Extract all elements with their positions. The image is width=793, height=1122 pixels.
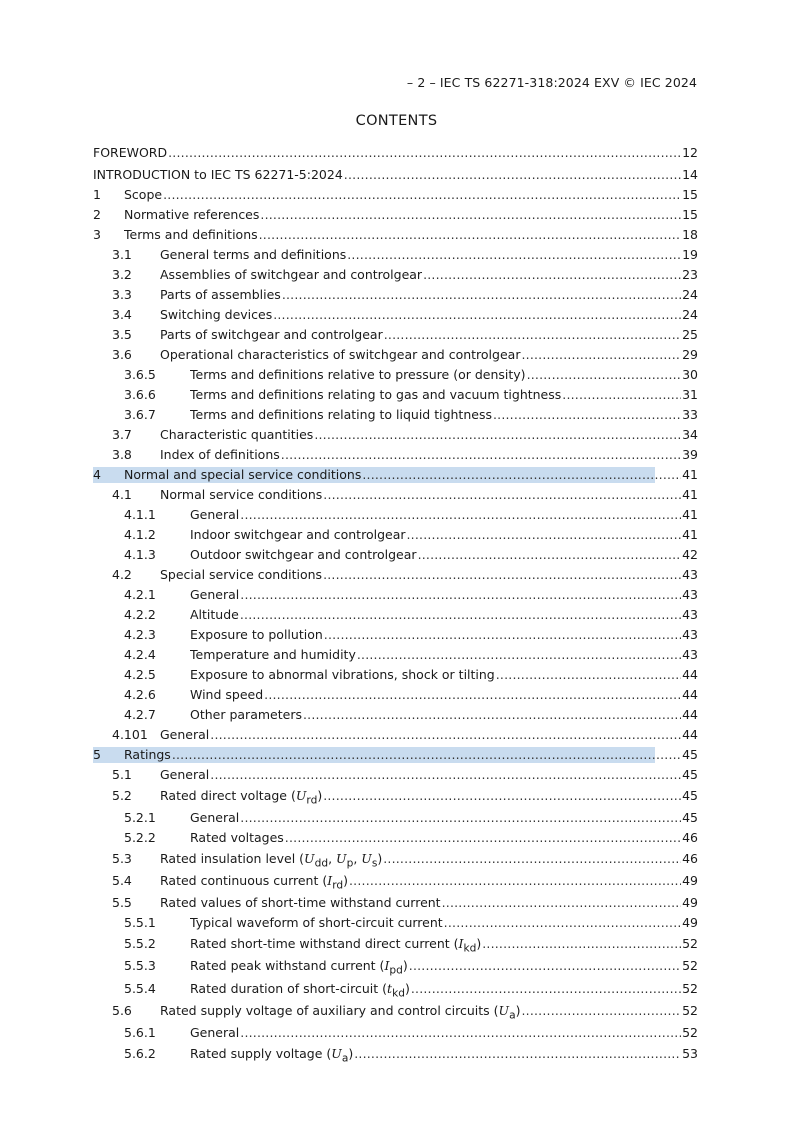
toc-entry-number: 3.4	[112, 307, 132, 322]
toc-entry-number: 3.5	[112, 327, 132, 342]
toc-entry-number: 4.2.1	[124, 587, 156, 602]
dot-leader	[444, 913, 681, 933]
toc-entry-title: Terms and definitions relating to gas and vacuum tightness	[190, 387, 562, 402]
toc-entry-title: Rated supply voltage of auxiliary and control circuits $(U_a)$	[160, 1003, 521, 1022]
toc-entry[interactable]	[93, 848, 698, 871]
toc-entry-number: 4.101	[112, 727, 148, 742]
toc-entry-page: 15	[682, 187, 698, 202]
toc-entry-title: Typical waveform of short-circuit current	[190, 914, 443, 930]
toc-entry[interactable]	[93, 165, 698, 185]
toc-entry-title: Indoor switchgear and controlgear	[190, 527, 406, 542]
toc-entry-page: 43	[682, 647, 698, 662]
toc-entry-page: 42	[682, 547, 698, 562]
toc-entry-number: 3.6.7	[124, 407, 156, 422]
toc-entry-page: 12	[682, 145, 698, 160]
toc-entry[interactable]	[93, 1023, 698, 1043]
toc-entry[interactable]	[93, 405, 698, 425]
dot-leader	[383, 848, 681, 871]
toc-entry[interactable]	[93, 265, 698, 285]
toc-entry-page: 19	[682, 247, 698, 262]
toc-entry-title: Normal and special service conditions	[124, 467, 362, 482]
toc-entry-page: 24	[682, 287, 698, 302]
toc-entry-number: 5.6.2	[124, 1045, 156, 1061]
toc-entry-number: 3.8	[112, 447, 132, 462]
toc-entry-number: 4.2.5	[124, 667, 156, 682]
toc-entry-title: Terms and definitions relating to liquid tightness	[190, 407, 492, 422]
toc-entry-number: 4.1.2	[124, 527, 156, 542]
dot-leader	[282, 285, 681, 305]
toc-entry-page: 52	[682, 958, 698, 973]
toc-entry-number: 3.3	[112, 287, 132, 302]
toc-entry-title: Index of definitions	[160, 447, 280, 462]
toc-entry[interactable]	[93, 445, 698, 465]
toc-entry-page: 34	[682, 427, 698, 442]
toc-entry-title: Altitude	[190, 607, 239, 622]
toc-entry-page: 44	[682, 707, 698, 722]
dot-leader	[562, 385, 681, 405]
toc-entry-title: Rated supply voltage $(U_a)$	[190, 1045, 354, 1064]
toc-entry-number: 4	[93, 467, 101, 482]
dot-leader	[210, 765, 681, 785]
toc-entry-page: 53	[682, 1045, 698, 1061]
toc-entry-page: 39	[682, 447, 698, 462]
toc-entry[interactable]	[93, 1000, 698, 1023]
toc-entry-number: 5.5.1	[124, 914, 156, 930]
dot-leader	[210, 725, 681, 745]
toc-entry-title: General terms and definitions	[160, 247, 347, 262]
toc-entry-number: 3	[93, 227, 101, 242]
toc-entry[interactable]	[93, 978, 698, 1001]
toc-entry[interactable]	[93, 465, 698, 485]
toc-entry-title: Terms and definitions	[124, 227, 258, 242]
toc-entry-page: 25	[682, 327, 698, 342]
toc-entry[interactable]	[93, 785, 698, 808]
dot-leader	[323, 565, 681, 585]
toc-entry-number: 3.2	[112, 267, 132, 282]
toc-entry-page: 41	[682, 467, 698, 482]
dot-leader	[303, 705, 681, 725]
dot-leader	[323, 485, 681, 505]
toc-entry[interactable]	[93, 705, 698, 725]
toc-entry-number: 3.6	[112, 347, 132, 362]
toc-entry[interactable]	[93, 870, 698, 893]
toc-entry-page: 44	[682, 667, 698, 682]
toc-entry-page: 30	[682, 367, 698, 382]
toc-entry-page: 15	[682, 207, 698, 222]
toc-entry[interactable]	[93, 933, 698, 956]
toc-entry[interactable]	[93, 485, 698, 505]
toc-entry[interactable]	[93, 665, 698, 685]
toc-entry[interactable]	[93, 525, 698, 545]
toc-entry[interactable]	[93, 645, 698, 665]
toc-entry[interactable]	[93, 565, 698, 585]
toc-entry-page: 46	[682, 850, 698, 866]
dot-leader	[347, 245, 681, 265]
toc-entry-title: Rated duration of short-circuit $(t_{kd})$	[190, 980, 410, 999]
toc-entry-title: INTRODUCTION to IEC TS 62271-5:2024	[93, 167, 343, 182]
toc-entry-title: Parts of assemblies	[160, 287, 281, 302]
toc-entry-title: General	[190, 1024, 240, 1040]
toc-entry[interactable]	[93, 745, 698, 765]
toc-entry-number: 5.2.2	[124, 829, 156, 845]
page-header: – 2 – IEC TS 62271-318:2024 EXV © IEC 2024	[406, 75, 697, 90]
toc-entry-number: 4.2.4	[124, 647, 156, 662]
toc-entry-title: Outdoor switchgear and controlgear	[190, 547, 417, 562]
toc-entry[interactable]	[93, 605, 698, 625]
toc-entry-title: General	[160, 727, 210, 742]
toc-entry-title: Scope	[124, 187, 163, 202]
toc-entry-page: 45	[682, 809, 698, 825]
dot-leader	[168, 143, 681, 163]
toc-entry[interactable]	[93, 345, 698, 365]
dot-leader	[357, 645, 681, 665]
toc-entry-number: 3.7	[112, 427, 132, 442]
dot-leader	[314, 425, 681, 445]
toc-entry-number: 4.2.3	[124, 627, 156, 642]
table-of-contents	[93, 143, 698, 1065]
dot-leader	[163, 185, 681, 205]
dot-leader	[260, 205, 681, 225]
dot-leader	[527, 365, 681, 385]
toc-entry-page: 41	[682, 507, 698, 522]
toc-entry-title: Parts of switchgear and controlgear	[160, 327, 383, 342]
dot-leader	[354, 1043, 681, 1066]
dot-leader	[409, 955, 681, 978]
toc-entry[interactable]	[93, 725, 698, 745]
dot-leader	[240, 1023, 681, 1043]
toc-entry-page: 43	[682, 587, 698, 602]
toc-entry-number: 5.5.4	[124, 980, 156, 996]
dot-leader	[240, 505, 681, 525]
toc-entry-title: Exposure to pollution	[190, 627, 323, 642]
toc-entry-title: Ratings	[124, 747, 171, 762]
toc-entry-number: 2	[93, 207, 101, 222]
dot-leader	[362, 465, 681, 485]
toc-entry-page: 52	[682, 1003, 698, 1018]
toc-entry-title: Rated direct voltage $(U_{rd})$	[160, 788, 323, 807]
toc-entry-number: 3.1	[112, 247, 132, 262]
toc-entry[interactable]	[93, 143, 698, 163]
toc-entry-title: Rated peak withstand current $(I_{pd})$	[190, 958, 408, 977]
toc-entry-title: FOREWORD	[93, 145, 168, 160]
toc-entry-page: 52	[682, 935, 698, 951]
dot-leader	[240, 605, 681, 625]
dot-leader	[411, 978, 681, 1001]
toc-entry[interactable]	[93, 305, 698, 325]
toc-entry-page: 43	[682, 627, 698, 642]
toc-entry[interactable]	[93, 1043, 698, 1066]
toc-entry-page: 52	[682, 980, 698, 996]
toc-entry[interactable]	[93, 185, 698, 205]
toc-entry-title: Rated insulation level ($U_{dd}$, $U_p$, $U_s$)	[160, 850, 383, 869]
toc-entry-page: 44	[682, 727, 698, 742]
toc-entry[interactable]	[93, 225, 698, 245]
toc-entry-title: Assemblies of switchgear and controlgear	[160, 267, 423, 282]
toc-entry-page: 18	[682, 227, 698, 242]
dot-leader	[273, 305, 681, 325]
toc-entry-number: 5.6	[112, 1003, 132, 1018]
toc-entry-title: Characteristic quantities	[160, 427, 314, 442]
toc-entry-number: 5.6.1	[124, 1024, 156, 1040]
toc-entry-page: 23	[682, 267, 698, 282]
dot-leader	[344, 165, 681, 185]
toc-entry[interactable]	[93, 808, 698, 828]
toc-entry-title: General	[160, 767, 210, 782]
dot-leader	[264, 685, 681, 705]
toc-entry-title: Switching devices	[160, 307, 273, 322]
dot-leader	[349, 870, 681, 893]
toc-entry-title: Wind speed	[190, 687, 264, 702]
toc-entry[interactable]	[93, 325, 698, 345]
toc-entry-page: 45	[682, 747, 698, 762]
dot-leader	[240, 808, 681, 828]
toc-entry-title: Rated continuous current $(I_{rd})$	[160, 873, 348, 892]
toc-entry-number: 5.5.2	[124, 935, 156, 951]
toc-entry-number: 3.6.5	[124, 367, 156, 382]
toc-entry-number: 4.2	[112, 567, 132, 582]
toc-entry[interactable]	[93, 205, 698, 225]
dot-leader	[493, 405, 681, 425]
toc-entry-title: Normative references	[124, 207, 260, 222]
toc-entry-page: 44	[682, 687, 698, 702]
toc-entry-title: Operational characteristics of switchgear and controlgear	[160, 347, 521, 362]
toc-entry[interactable]	[93, 828, 698, 848]
dot-leader	[521, 1000, 681, 1023]
dot-leader	[423, 265, 681, 285]
dot-leader	[259, 225, 681, 245]
toc-entry-title: Special service conditions	[160, 567, 323, 582]
toc-entry[interactable]	[93, 425, 698, 445]
toc-entry-page: 24	[682, 307, 698, 322]
toc-entry-page: 41	[682, 487, 698, 502]
toc-entry[interactable]	[93, 913, 698, 933]
toc-entry-page: 52	[682, 1024, 698, 1040]
toc-entry-number: 4.1.3	[124, 547, 156, 562]
toc-entry-number: 5.3	[112, 850, 132, 866]
toc-entry-page: 49	[682, 873, 698, 888]
toc-entry-number: 5.2.1	[124, 809, 156, 825]
dot-leader	[285, 828, 681, 848]
page-title: CONTENTS	[355, 113, 438, 129]
toc-entry-title: Rated short-time withstand direct current $(I_{kd})$	[190, 935, 482, 954]
toc-entry-title: General	[190, 809, 240, 825]
toc-entry-number: 3.6.6	[124, 387, 156, 402]
dot-leader	[482, 933, 681, 956]
toc-entry-number: 4.2.2	[124, 607, 156, 622]
dot-leader	[442, 893, 681, 913]
toc-entry-page: 14	[682, 167, 698, 182]
toc-entry[interactable]	[93, 585, 698, 605]
toc-entry-title: Terms and definitions relative to pressure (or density)	[190, 367, 526, 382]
toc-entry-title: Exposure to abnormal vibrations, shock or tilting	[190, 667, 495, 682]
toc-entry-page: 31	[682, 387, 698, 402]
toc-entry-page: 45	[682, 767, 698, 782]
dot-leader	[496, 665, 681, 685]
toc-entry-number: 4.2.7	[124, 707, 156, 722]
toc-entry-number: 4.2.6	[124, 687, 156, 702]
toc-entry-number: 5.5	[112, 894, 132, 910]
toc-entry-number: 4.1	[112, 487, 132, 502]
toc-entry[interactable]	[93, 545, 698, 565]
toc-entry[interactable]	[93, 285, 698, 305]
toc-entry-number: 4.1.1	[124, 507, 156, 522]
dot-leader	[407, 525, 682, 545]
toc-entry[interactable]	[93, 245, 698, 265]
toc-entry-number: 5.1	[112, 767, 132, 782]
toc-entry[interactable]	[93, 765, 698, 785]
toc-entry[interactable]	[93, 505, 698, 525]
toc-entry-title: Other parameters	[190, 707, 302, 722]
dot-leader	[384, 325, 681, 345]
toc-entry-page: 49	[682, 894, 698, 910]
toc-entry[interactable]	[93, 893, 698, 913]
toc-entry[interactable]	[93, 625, 698, 645]
toc-entry-page: 43	[682, 607, 698, 622]
dot-leader	[324, 625, 681, 645]
toc-entry-number: 5.5.3	[124, 958, 156, 973]
toc-entry-page: 45	[682, 788, 698, 803]
dot-leader	[418, 545, 681, 565]
toc-entry-number: 5.4	[112, 873, 132, 888]
toc-entry-number: 1	[93, 187, 101, 202]
toc-entry[interactable]	[93, 385, 698, 405]
toc-entry-page: 46	[682, 829, 698, 845]
toc-entry-title: General	[190, 507, 240, 522]
toc-entry-page: 43	[682, 567, 698, 582]
toc-entry-title: Rated values of short-time withstand current	[160, 894, 441, 910]
toc-entry-title: Normal service conditions	[160, 487, 323, 502]
toc-entry-page: 41	[682, 527, 698, 542]
toc-entry-number: 5	[93, 747, 101, 762]
toc-entry-page: 49	[682, 914, 698, 930]
dot-leader	[323, 785, 681, 808]
toc-entry-page: 29	[682, 347, 698, 362]
toc-entry-number: 5.2	[112, 788, 132, 803]
dot-leader	[281, 445, 681, 465]
toc-entry[interactable]	[93, 955, 698, 978]
toc-entry[interactable]	[93, 365, 698, 385]
toc-entry[interactable]	[93, 685, 698, 705]
toc-entry-title: Rated voltages	[190, 829, 284, 845]
toc-entry-title: Temperature and humidity	[190, 647, 356, 662]
dot-leader	[521, 345, 681, 365]
dot-leader	[240, 585, 681, 605]
toc-entry-title: General	[190, 587, 240, 602]
dot-leader	[172, 745, 681, 765]
toc-entry-page: 33	[682, 407, 698, 422]
